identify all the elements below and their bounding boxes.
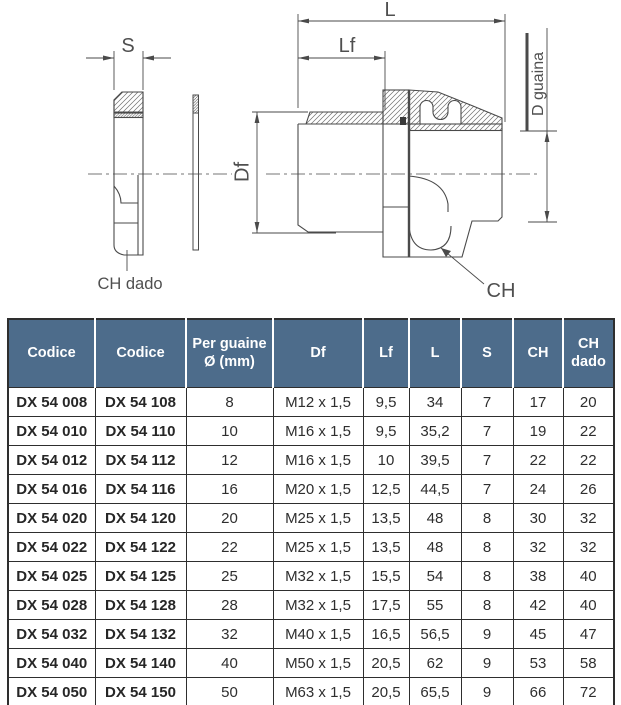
table-cell: 12,5	[363, 475, 409, 504]
table-row	[8, 504, 614, 533]
table-row	[8, 620, 614, 649]
table-body	[8, 388, 614, 705]
table-cell: M16 x 1,5	[273, 446, 363, 475]
table-cell: 34	[409, 388, 461, 417]
table-cell: 13,5	[363, 504, 409, 533]
table-cell: 50	[186, 678, 273, 705]
table-cell: 8	[186, 388, 273, 417]
table-cell: 8	[461, 533, 513, 562]
table-cell: 22	[513, 446, 563, 475]
dim-label-lf: Lf	[338, 35, 356, 57]
table-cell: 39,5	[409, 446, 461, 475]
dim-label-d-guaina: D guaina	[530, 51, 548, 117]
table-cell: 9,5	[363, 417, 409, 446]
table-row	[8, 591, 614, 620]
table-row	[8, 417, 614, 446]
table-cell: 38	[513, 562, 563, 591]
table-cell: 32	[563, 533, 614, 562]
table-cell: 15,5	[363, 562, 409, 591]
table-cell: 25	[186, 562, 273, 591]
table-cell: 16,5	[363, 620, 409, 649]
table-cell: DX 54 050	[8, 678, 95, 705]
table-row	[8, 533, 614, 562]
table-cell: 10	[363, 446, 409, 475]
table-cell: DX 54 140	[95, 649, 186, 678]
table-cell: 22	[563, 417, 614, 446]
table-cell: DX 54 132	[95, 620, 186, 649]
table-cell: 47	[563, 620, 614, 649]
table-cell: M63 x 1,5	[273, 678, 363, 705]
table-row	[8, 475, 614, 504]
table-cell: DX 54 122	[95, 533, 186, 562]
table-cell: 40	[563, 591, 614, 620]
table-cell: DX 54 150	[95, 678, 186, 705]
table-cell: 16	[186, 475, 273, 504]
table-cell: 26	[563, 475, 614, 504]
column-header-lf: Lf	[363, 319, 409, 388]
table-cell: 13,5	[363, 533, 409, 562]
table-cell: 17	[513, 388, 563, 417]
dim-label-ch-dado: CH dado	[97, 275, 163, 293]
table-cell: M20 x 1,5	[273, 475, 363, 504]
table-row	[8, 388, 614, 417]
table-cell: 53	[513, 649, 563, 678]
table-cell: DX 54 112	[95, 446, 186, 475]
table-cell: M12 x 1,5	[273, 388, 363, 417]
table-row	[8, 678, 614, 705]
table-cell: 54	[409, 562, 461, 591]
table-cell: 45	[513, 620, 563, 649]
table-cell: M50 x 1,5	[273, 649, 363, 678]
table-cell: DX 54 016	[8, 475, 95, 504]
table-cell: 28	[186, 591, 273, 620]
table-cell: DX 54 010	[8, 417, 95, 446]
table-cell: 48	[409, 504, 461, 533]
table-cell: DX 54 120	[95, 504, 186, 533]
gland-body-view	[298, 90, 502, 284]
column-header-per-guaine: Per guaine Ø (mm)	[186, 319, 273, 388]
table-row	[8, 562, 614, 591]
table-cell: DX 54 116	[95, 475, 186, 504]
table-cell: M32 x 1,5	[273, 562, 363, 591]
oring-section	[400, 117, 406, 125]
table-cell: 40	[563, 562, 614, 591]
table-cell: 20	[563, 388, 614, 417]
table-cell: M32 x 1,5	[273, 591, 363, 620]
table-cell: 42	[513, 591, 563, 620]
table-cell: 12	[186, 446, 273, 475]
column-header-ch-dado: CH dado	[563, 319, 614, 388]
dim-label-l: L	[384, 0, 396, 21]
table-cell: 44,5	[409, 475, 461, 504]
table-cell: DX 54 028	[8, 591, 95, 620]
table-cell: DX 54 128	[95, 591, 186, 620]
dim-label-df: Df	[231, 162, 254, 182]
table-cell: DX 54 020	[8, 504, 95, 533]
table-cell: 19	[513, 417, 563, 446]
table-cell: DX 54 032	[8, 620, 95, 649]
dim-label-s: S	[121, 35, 135, 57]
table-cell: 32	[563, 504, 614, 533]
nut-side-view	[114, 92, 143, 271]
table-cell: 7	[461, 475, 513, 504]
table-cell: 35,2	[409, 417, 461, 446]
table-cell: 62	[409, 649, 461, 678]
column-header-df: Df	[273, 319, 363, 388]
table-cell: 66	[513, 678, 563, 705]
table-cell: DX 54 125	[95, 562, 186, 591]
table-cell: 8	[461, 591, 513, 620]
table-cell: DX 54 025	[8, 562, 95, 591]
table-cell: DX 54 022	[8, 533, 95, 562]
table-row	[8, 649, 614, 678]
spec-table	[7, 318, 615, 705]
table-cell: 56,5	[409, 620, 461, 649]
table-cell: 9	[461, 620, 513, 649]
table-cell: DX 54 040	[8, 649, 95, 678]
table-cell: 30	[513, 504, 563, 533]
table-cell: M25 x 1,5	[273, 504, 363, 533]
table-cell: 8	[461, 504, 513, 533]
table-cell: 7	[461, 446, 513, 475]
table-row	[8, 446, 614, 475]
table-cell: 24	[513, 475, 563, 504]
table-cell: 7	[461, 417, 513, 446]
table-cell: 58	[563, 649, 614, 678]
table-cell: 10	[186, 417, 273, 446]
table-cell: 9	[461, 678, 513, 705]
table-cell: M40 x 1,5	[273, 620, 363, 649]
table-cell: 9,5	[363, 388, 409, 417]
table-cell: 22	[186, 533, 273, 562]
technical-drawing	[0, 0, 621, 318]
table-cell: M25 x 1,5	[273, 533, 363, 562]
table-cell: DX 54 110	[95, 417, 186, 446]
table-cell: 65,5	[409, 678, 461, 705]
column-header-l: L	[409, 319, 461, 388]
table-cell: DX 54 008	[8, 388, 95, 417]
table-cell: 40	[186, 649, 273, 678]
table-cell: 8	[461, 562, 513, 591]
table-header	[8, 319, 614, 388]
table-cell: 22	[563, 446, 614, 475]
table-cell: DX 54 012	[8, 446, 95, 475]
column-header-ch: CH	[513, 319, 563, 388]
header-row	[8, 319, 614, 388]
table-cell: 32	[513, 533, 563, 562]
dim-label-ch: CH	[486, 280, 516, 302]
table-cell: M16 x 1,5	[273, 417, 363, 446]
table-cell: 20,5	[363, 678, 409, 705]
washer-view	[193, 95, 199, 250]
table-cell: 20	[186, 504, 273, 533]
table-cell: 7	[461, 388, 513, 417]
table-cell: 9	[461, 649, 513, 678]
column-header-codice-1: Codice	[8, 319, 95, 388]
table-cell: 20,5	[363, 649, 409, 678]
table-cell: 17,5	[363, 591, 409, 620]
column-header-codice-2: Codice	[95, 319, 186, 388]
column-header-s: S	[461, 319, 513, 388]
table-cell: 32	[186, 620, 273, 649]
table-cell: 48	[409, 533, 461, 562]
table-cell: 55	[409, 591, 461, 620]
table-cell: DX 54 108	[95, 388, 186, 417]
table-cell: 72	[563, 678, 614, 705]
